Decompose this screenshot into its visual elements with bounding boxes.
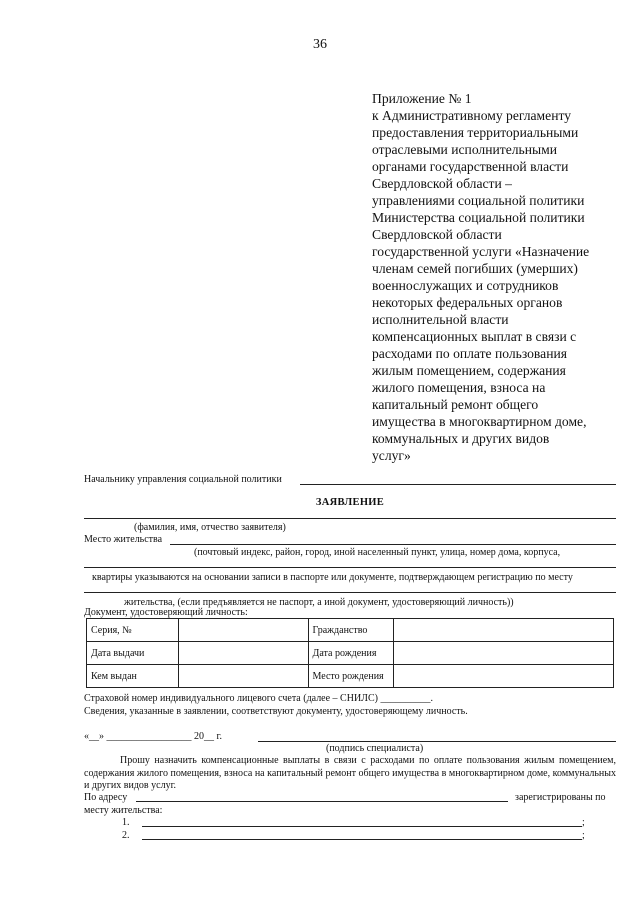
item-2-semicolon: ; xyxy=(582,830,585,841)
residence-label: Место жительства xyxy=(84,534,163,545)
address-line-2[interactable] xyxy=(84,567,616,568)
series-value[interactable] xyxy=(178,619,308,642)
appendix-line: Свердловской области xyxy=(372,227,502,242)
id-doc-label: Документ, удостоверяющий личность: xyxy=(84,607,248,618)
series-label: Серия, № xyxy=(87,619,179,642)
snils-line: Страховой номер индивидуального лицевого счета (далее – СНИЛС) __________. xyxy=(84,693,433,704)
address-line-3[interactable] xyxy=(84,592,616,593)
appendix-line: услуг» xyxy=(372,448,411,463)
citizenship-value[interactable] xyxy=(394,619,614,642)
appendix-line: управлениями социальной политики xyxy=(372,193,585,208)
page-number: 36 xyxy=(313,37,327,52)
date-line: «__» _________________ 20__ г. xyxy=(84,731,222,742)
issued-by-label: Кем выдан xyxy=(87,665,179,688)
id-document-table xyxy=(86,618,614,688)
table-row xyxy=(87,665,614,688)
appendix-header xyxy=(372,90,622,464)
residence-field[interactable] xyxy=(170,544,616,545)
appendix-line: расходами по оплате пользования xyxy=(372,346,568,361)
appendix-line: жилого помещения, взноса на xyxy=(372,380,546,395)
request-text: Прошу назначить компенсационные выплаты в связи с расходами по оплате пользования жилым помещением, содержания жилого помещения, взноса на капитальный ремонт общего имущества в многоквартирном доме, коммунальных и других видов услуг. xyxy=(84,755,616,791)
appendix-line: органами государственной власти xyxy=(372,159,569,174)
list-item-number: 2. xyxy=(122,830,130,841)
appendix-line: к Административному регламенту xyxy=(372,108,572,123)
table-row xyxy=(87,619,614,642)
address-hint-2: квартиры указываются на основании записи в паспорте или документе, подтверждающем регистрацию по месту xyxy=(92,572,573,583)
issued-by-value[interactable] xyxy=(178,665,308,688)
addressee-field[interactable] xyxy=(300,484,616,485)
fio-field[interactable] xyxy=(84,518,616,519)
birth-date-label: Дата рождения xyxy=(308,642,394,665)
birth-place-value[interactable] xyxy=(394,665,614,688)
residence-suffix: месту жительства: xyxy=(84,805,163,816)
signature-field[interactable] xyxy=(258,741,616,742)
appendix-line: компенсационных выплат в связи с xyxy=(372,329,577,344)
appendix-line: военнослужащих и сотрудников xyxy=(372,278,559,293)
appendix-line: имущества в многоквартирном доме, xyxy=(372,414,587,429)
citizenship-label: Гражданство xyxy=(308,619,394,642)
form-title: ЗАЯВЛЕНИЕ xyxy=(315,497,385,508)
birth-place-label: Место рождения xyxy=(308,665,394,688)
table-row xyxy=(87,642,614,665)
appendix-line: государственной услуги «Назначение xyxy=(372,244,590,259)
appendix-line: Министерства социальной политики xyxy=(372,210,585,225)
appendix-line: коммунальных и других видов xyxy=(372,431,550,446)
issue-date-value[interactable] xyxy=(178,642,308,665)
appendix-line: членам семей погибших (умерших) xyxy=(372,261,578,276)
registered-person-1-field[interactable] xyxy=(142,826,582,827)
appendix-line: исполнительной власти xyxy=(372,312,509,327)
appendix-line: предоставления территориальными xyxy=(372,125,579,140)
registered-address-field[interactable] xyxy=(136,801,508,802)
appendix-line: Свердловской области – xyxy=(372,176,512,191)
address-hint-3: жительства, (если предъявляется не паспорт, а иной документ, удостоверяющий личность)) xyxy=(124,597,514,608)
address-hint-1: (почтовый индекс, район, город, иной населенный пункт, улица, номер дома, корпуса, xyxy=(194,547,561,558)
address-prefix: По адресу xyxy=(84,792,128,803)
issue-date-label: Дата выдачи xyxy=(87,642,179,665)
appendix-line: отраслевыми исполнительными xyxy=(372,142,558,157)
list-item-number: 1. xyxy=(122,817,130,828)
fio-hint: (фамилия, имя, отчество заявителя) xyxy=(134,522,286,533)
appendix-line: Приложение № 1 xyxy=(372,91,472,106)
birth-date-value[interactable] xyxy=(394,642,614,665)
registered-person-2-field[interactable] xyxy=(142,839,582,840)
signature-hint: (подпись специалиста) xyxy=(326,743,424,754)
appendix-line: жилым помещением, содержания xyxy=(372,363,566,378)
appendix-line: некоторых федеральных органов xyxy=(372,295,563,310)
addressee-label: Начальнику управления социальной политики xyxy=(84,474,282,485)
verification-text: Сведения, указанные в заявлении, соответствуют документу, удостоверяющему личность. xyxy=(84,706,468,717)
appendix-line: капитальный ремонт общего xyxy=(372,397,539,412)
registered-suffix: зарегистрированы по xyxy=(515,792,606,803)
item-1-semicolon: ; xyxy=(582,817,585,828)
